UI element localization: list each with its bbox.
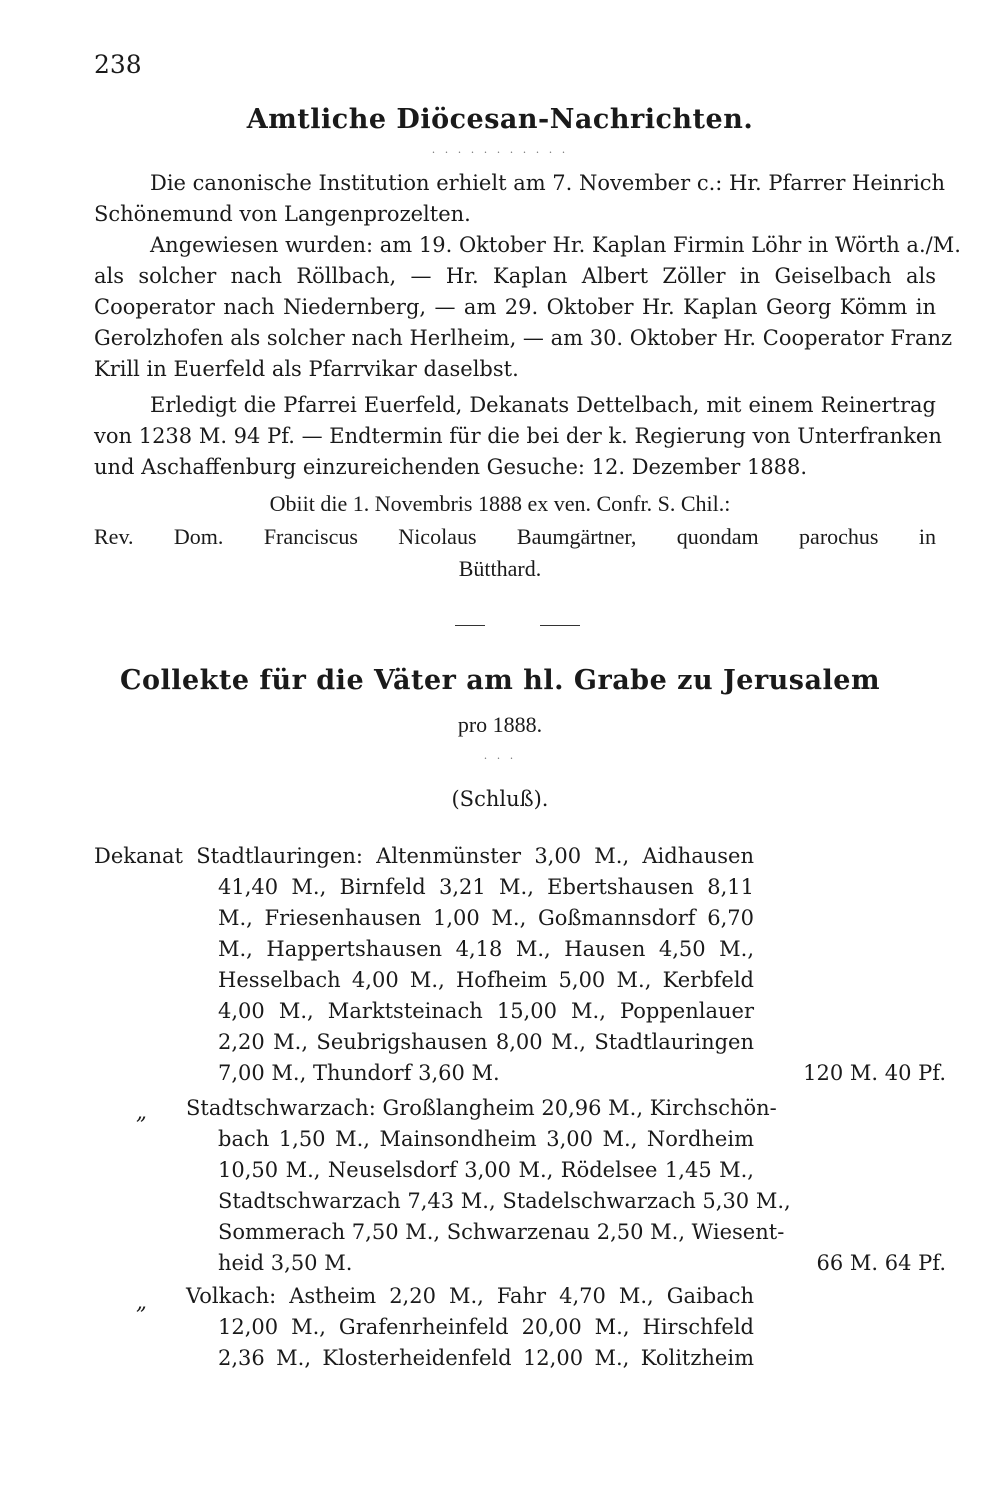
text-line: Angewiesen wurden: am 19. Oktober Hr. Kaplan Firmin Löhr in Wörth a./M. — [150, 233, 961, 257]
page-number: 238 — [94, 50, 142, 79]
text-line: von 1238 M. 94 Pf. — Endtermin für die bei der k. Regierung von Unterfranken — [94, 424, 942, 448]
text-line: Die canonische Institution erhielt am 7. November c.: Hr. Pfarrer Heinrich — [150, 171, 946, 195]
collection-line: 12,00 M., Grafenrheinfeld 20,00 M., Hirschfeld — [218, 1315, 754, 1339]
obituary-line: Obiit die 1. Novembris 1888 ex ven. Confr. S. Chil.: — [269, 491, 731, 516]
collection-total: 66 M. 64 Pf. — [816, 1251, 946, 1275]
collection-line: 4,00 M., Marktsteinach 15,00 M., Poppenlauer — [218, 999, 754, 1023]
obituary-line: Rev. Dom. Franciscus Nicolaus Baumgärtner, quondam parochus in — [94, 524, 936, 549]
collection-line: 7,00 M., Thundorf 3,60 M. — [218, 1061, 500, 1085]
collection-line: Sommerach 7,50 M., Schwarzenau 2,50 M., Wiesent- — [218, 1220, 785, 1244]
divider-rule — [455, 625, 485, 626]
text-line: Krill in Euerfeld als Pfarrvikar daselbst. — [94, 357, 519, 381]
ornament-divider: · · · — [483, 752, 517, 765]
text-line: Cooperator nach Niedernberg, — am 29. Oktober Hr. Kaplan Georg Kömm in — [94, 295, 936, 319]
collection-line: Volkach: Astheim 2,20 M., Fahr 4,70 M., Gaibach — [186, 1284, 754, 1308]
collection-line: Stadtschwarzach 7,43 M., Stadelschwarzach 5,30 M., — [218, 1189, 791, 1213]
collection-line: 2,36 M., Klosterheidenfeld 12,00 M., Kolitzheim — [218, 1346, 754, 1370]
ditto-mark: „ — [136, 1290, 147, 1314]
collection-line: M., Happertshausen 4,18 M., Hausen 4,50 M., — [218, 937, 754, 961]
section-title-diocesan-news: Amtliche Diöcesan-Nachrichten. — [246, 104, 754, 135]
collection-line: heid 3,50 M. — [218, 1251, 353, 1275]
collection-total: 120 M. 40 Pf. — [803, 1061, 946, 1085]
collection-line: bach 1,50 M., Mainsondheim 3,00 M., Nordheim — [218, 1127, 754, 1151]
collection-line: 2,20 M., Seubrigshausen 8,00 M., Stadtlauringen — [218, 1030, 754, 1054]
collection-line: M., Friesenhausen 1,00 M., Goßmannsdorf 6,70 — [218, 906, 754, 930]
collection-line: 41,40 M., Birnfeld 3,21 M., Ebertshausen 8,11 — [218, 875, 754, 899]
text-line: und Aschaffenburg einzureichenden Gesuche: 12. Dezember 1888. — [94, 455, 808, 479]
obituary-line: Bütthard. — [458, 556, 542, 581]
collection-line: Dekanat Stadtlauringen: Altenmünster 3,00 M., Aidhausen — [94, 844, 754, 868]
text-line: Gerolzhofen als solcher nach Herlheim, — am 30. Oktober Hr. Cooperator Franz — [94, 326, 953, 350]
text-line: als solcher nach Röllbach, — Hr. Kaplan Albert Zöller in Geiselbach als — [94, 264, 936, 288]
divider-rule — [540, 625, 580, 626]
ornament-divider: · · · · · · · · · · · — [431, 146, 569, 159]
section-subtitle: pro 1888. — [457, 712, 543, 737]
text-line: Erledigt die Pfarrei Euerfeld, Dekanats Dettelbach, mit einem Reinertrag — [150, 393, 936, 417]
section-note: (Schluß). — [451, 787, 549, 811]
collection-line: Stadtschwarzach: Großlangheim 20,96 M., Kirchschön- — [186, 1096, 777, 1120]
text-line: Schönemund von Langenprozelten. — [94, 202, 471, 226]
section-title-collection: Collekte für die Väter am hl. Grabe zu Jerusalem — [119, 665, 881, 696]
ditto-mark: „ — [136, 1100, 147, 1124]
collection-line: 10,50 M., Neuselsdorf 3,00 M., Rödelsee 1,45 M., — [218, 1158, 754, 1182]
collection-line: Hesselbach 4,00 M., Hofheim 5,00 M., Kerbfeld — [218, 968, 754, 992]
